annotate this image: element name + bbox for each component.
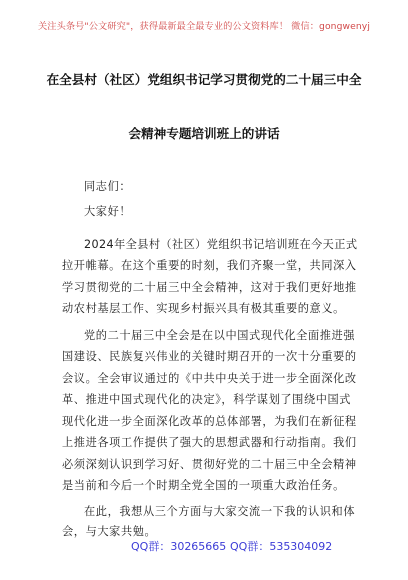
document-title-line-1: 在全县村（社区）党组织书记学习贯彻党的二十届三中全 bbox=[46, 72, 362, 87]
paragraph-2-line-1: 党的二十届三中全会是在以中国式现代化全面推进强 bbox=[84, 329, 356, 342]
paragraph-3-line-2: 会，与大家共勉。 bbox=[62, 525, 157, 538]
paragraph-2-line-8: 是当前和今后一个时期全党全国的一项重大政治任务。 bbox=[62, 479, 345, 492]
salutation: 同志们： bbox=[84, 180, 132, 193]
paragraph-1-line-3: 学习贯彻党的二十届三中全会精神，这对于我们更好地推 bbox=[62, 281, 357, 294]
paragraph-2-line-7: 必须深刻认识到学习好、贯彻好党的二十届三中全会精神 bbox=[62, 458, 357, 471]
document-title-line-2: 会精神专题培训班上的讲话 bbox=[128, 126, 280, 141]
footer-qq-group-1: QQ群：30265665 bbox=[131, 540, 227, 553]
paragraph-2-line-6: 上推进各项工作提供了强大的思想武器和行动指南。我们 bbox=[62, 436, 357, 449]
paragraph-2-line-3: 会议。全会审议通过的《中共中央关于进一步全面深化改 bbox=[62, 372, 357, 385]
paragraph-2-line-5: 现代化进一步全面深化改革的总体部署，为我们在新征程 bbox=[62, 415, 357, 428]
greeting: 大家好！ bbox=[84, 205, 132, 218]
paragraph-2-line-4: 革、推进中国式现代化的决定》，科学谋划了围绕中国式 bbox=[62, 393, 352, 406]
paragraph-1-line-4: 动农村基层工作、实现乡村振兴具有极其重要的意义。 bbox=[62, 302, 345, 315]
paragraph-1-line-2: 拉开帷幕。在这个重要的时刻，我们齐聚一堂，共同深入 bbox=[62, 259, 357, 272]
footer-qq-group-2: QQ群：535304092 bbox=[230, 540, 333, 553]
paragraph-2-line-2: 国建设、民族复兴伟业的关键时期召开的一次十分重要的 bbox=[62, 350, 357, 363]
paragraph-3-line-1: 在此，我想从三个方面与大家交流一下我的认识和体 bbox=[84, 505, 356, 518]
header-promo-note: 关注头条号"公文研究"，获得最新最全最专业的公文资料库！ 微信：gongwenyj bbox=[38, 21, 370, 32]
paragraph-1-line-1: 2024年全县村（社区）党组织书记培训班在今天正式 bbox=[84, 238, 358, 251]
